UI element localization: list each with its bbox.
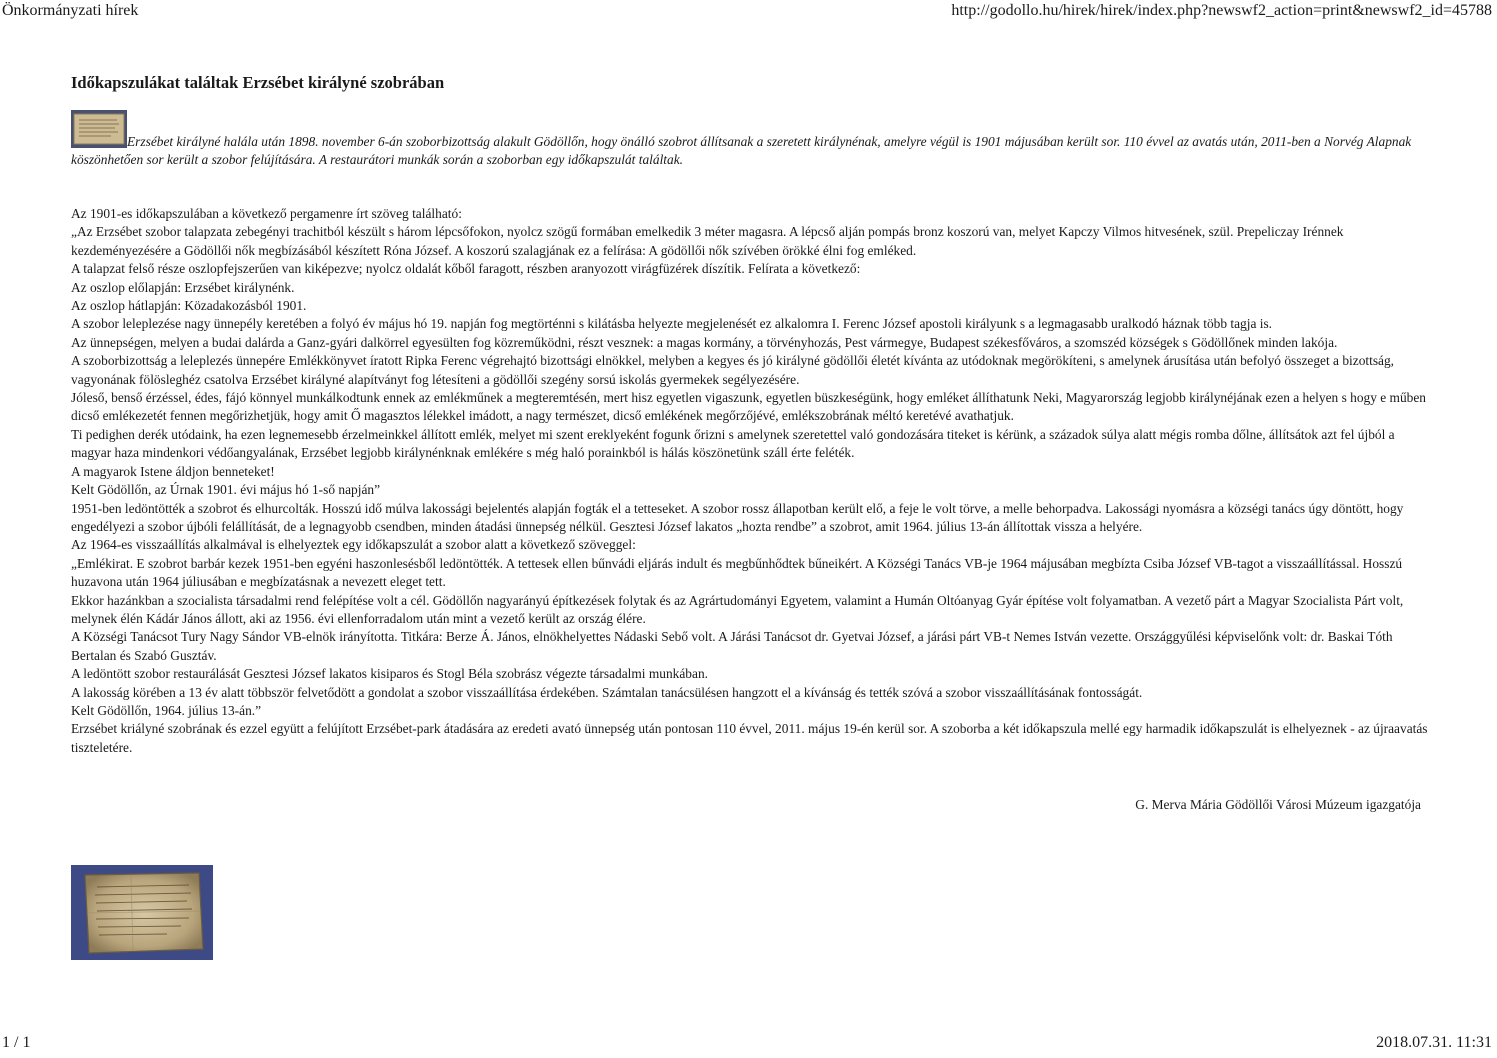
- body-paragraph: Kelt Gödöllőn, az Úrnak 1901. évi május hó 1-ső napján”: [71, 482, 381, 498]
- body-paragraph: Az 1964-es visszaállítás alkalmával is elhelyeztek egy időkapszulát a szobor alatt a következő szöveggel:: [71, 537, 636, 553]
- body-paragraph: Ti pedighen derék utódaink, ha ezen legnemesebb érzelmeinkkel állított emlék, melyet mi szent ereklyeként fogunk őrizni s amelynek szeretettel való gondozására titeket is kérünk, a századok súlya alatt mégis romba dőlne, állítsátok azt fel újból a magyar haza mindenkori védőangyalának, Erzsébet legjobb királynénknak emlékére s még haló porainkból is hálás köszönetünk száll érte feléték.: [71, 426, 1395, 461]
- body-paragraph: Ekkor hazánkban a szocialista társadalmi rend felépítése volt a cél. Gödöllőn nagyarányú építkezések folytak és az Agrártudományi Egyetem, valamint a Humán Oltóanyag Gyár építése volt folyamatban. A vezető párt a Magyar Szocialista Párt volt, melynek élén Kádár János állott, aki az 1956. évi ellenforradalom után mint a vezető került az ország élére.: [71, 592, 1404, 626]
- body-paragraph: A szobor leleplezése nagy ünnepély keretében a folyó év május hó 19. napján fog megtörténni s kilátásba helyezte megjelenését ez alkalomra I. Ferenc József apostoli királyunk s a legmagasabb uralkodó háznak több tagja is.: [71, 316, 1273, 332]
- article-title: Időkapszulákat találtak Erzsébet királyné szobrában: [71, 73, 445, 92]
- body-paragraph: A szoborbizottság a leleplezés ünnepére Emlékkönyvet íratott Ripka Ferenc végrehajtó bizottsági elnökkel, melyben a kegyes és jó királyné gödöllői életét kívánta az utódoknak megörökíteni, s amelynek árusítása után befolyó összeget a bizottság, vagyonának fölösleghéz csatolva Erzsébet királyné alapítványt fog létesíteni a gödöllői szegény sorsú iskolás gyermekek segélyezésére.: [71, 353, 1395, 387]
- lead-text: Erzsébet királyné halála után 1898. november 6-án szoborbizottság alakult Gödöllőn, hogy önálló szobrot állítsanak a szeretett királynénak, amelyre végül is 1901 májusában került sor. 110 évvel az avatás után, 2011-ben a Norvég Alapnak köszönhetően sor került a szobor felújítására. A restaurátori munkák során a szoborban egy időkapszulát találtak.: [71, 134, 1412, 167]
- body-paragraph: A ledöntött szobor restaurálását Gesztesi József lakatos kisiparos és Stogl Béla szobrász végezte társadalmi munkában.: [71, 666, 708, 682]
- parchment-thumbnail-image[interactable]: [71, 110, 127, 148]
- body-paragraph: A lakosság körében a 13 év alatt többször felvetődött a gondolat a szobor visszaállítása érdekében. Számtalan tanácsülésen hangzott el a kívánság és tették szóvá a szobor visszaállításának fontosságát.: [71, 684, 1143, 700]
- print-timestamp: 2018.07.31. 11:31: [1376, 1034, 1492, 1051]
- article-body: [71, 205, 1433, 757]
- body-paragraph: Jóleső, benső érzéssel, édes, fájó könnyel munkálkodtunk ennek az emlékműnek a megteremtésén, mert hisz egyetlen vigaszunk, egyetlen büszkeségünk, hogy emléket állíthatunk Neki, Magyarország legjobb királynéjának ezen a helyen s hogy e műben dicső emlékezetét fennen megőrizhetjük, hogy amit Ő magasztos lélekkel imádott, a nagy természet, dicső emlékének megőrzőjévé, emlékszobrának méltó keretévé avathatjuk.: [71, 390, 1426, 424]
- site-name: Önkormányzati hírek: [2, 2, 139, 19]
- body-paragraph: 1951-ben ledöntötték a szobrot és elhurcolták. Hosszú idő múlva lakossági bejelentés alapján fogták el a tetteseket. A szobor rossz állapotban került elő, a feje le volt törve, a melle behorpadva. Lakossági nyomásra a községi tanács úgy döntött, hogy engedélyezi a szobor újbóli felállítását, de a legnagyobb csendben, minden átadási ünnepség nélkül. Gesztesi József lakatos „hozta rendbe” a szobrot, amit 1964. július 13-án állítottak vissza a helyére.: [71, 500, 1404, 534]
- body-paragraph: „Emlékirat. E szobrot barbár kezek 1951-ben egyéni haszonlesésből ledöntötték. A tettesek ellen bűnvádi eljárás indult és megbűnhődtek bűneikért. A Községi Tanács VB-je 1964 májusában megbízta Csiba József VB-tagot a visszaállítással. Hosszú huzavona után 1964 júliusában e megbízatásnak a nevezett eleget tett.: [71, 555, 1403, 590]
- body-paragraph: Kelt Gödöllőn, 1964. július 13-án.”: [71, 702, 262, 718]
- body-paragraph: A talapzat felső része oszlopfejszerűen van kiképezve; nyolcz oldalát kőből faragott, részben aranyozott virágfüzérek díszítik. Felírata a következő:: [71, 261, 861, 277]
- author-signature: G. Merva Mária Gödöllői Városi Múzeum igazgatója: [1135, 797, 1421, 812]
- body-paragraph: „Az Erzsébet szobor talapzata zebegényi trachitból készült s három lépcsőfokon, nyolcz szögű formában emelkedik 3 méter magasra. A lépcső alján pompás bronz koszorú van, melyet Kapczy Vilmos hitvesének, szül. Prepeliczay Irénnek kezdeményezésére a Gödöllői nők megbízásából készített Róna József. A koszorú szalagjának ez a felírása: A gödöllői nők szívében örökké élni fog emléked.: [71, 224, 1344, 258]
- body-paragraph: Az ünnepségen, melyen a budai dalárda a Ganz-gyári dalkörrel egyesülten fog közreműködni, részt vesznek: a magas kormány, a törvényhozás, Pest vármegye, Budapest székesfőváros, a szomszéd községek s Gödöllőnek minden lakója.: [71, 334, 1338, 350]
- body-paragraph: Az oszlop hátlapján: Közadakozásból 1901.: [71, 298, 307, 314]
- article-lead: [71, 110, 1431, 169]
- body-paragraph: A magyarok Istene áldjon benneteket!: [71, 463, 275, 479]
- parchment-photo-image[interactable]: [71, 865, 213, 960]
- page-url: http://godollo.hu/hirek/hirek/index.php?newswf2_action=print&newswf2_id=45788: [951, 2, 1492, 19]
- body-paragraph: Az oszlop előlapján: Erzsébet királynénk.: [71, 279, 295, 295]
- body-paragraph: Az 1901-es időkapszulában a következő pergamenre írt szöveg található:: [71, 206, 462, 221]
- body-paragraph: Erzsébet kriályné szobrának és ezzel együtt a felújított Erzsébet-park átadására az eredeti avató ünnepség után pontosan 110 évvel, 2011. május 19-én kerül sor. A szoborba a két időkapszula mellé egy harmadik időkapszulát is elhelyeznek - az újraavatás tiszteletére.: [71, 721, 1428, 755]
- body-paragraph: A Községi Tanácsot Tury Nagy Sándor VB-elnök irányította. Titkára: Berze Á. János, elnökhelyettes Nádaski Sebő volt. A Járási Tanácsot dr. Gyetvai József, a járási párt VB-t Nemes István vezette. Országgyűlési képviselőnk volt: dr. Baskai Tóth Bertalan és Szabó Gusztáv.: [71, 629, 1393, 663]
- page-number: 1 / 1: [2, 1034, 31, 1051]
